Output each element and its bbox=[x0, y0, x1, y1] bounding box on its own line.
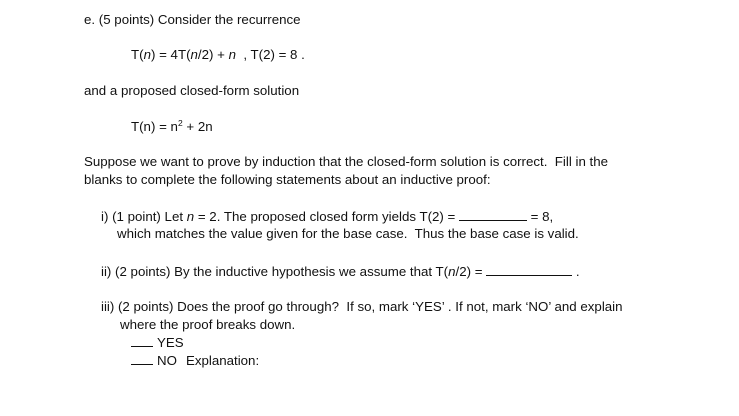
no-option bbox=[131, 352, 259, 369]
explanation-label: Explanation: bbox=[185, 353, 260, 368]
part-ii-answer-blank[interactable] bbox=[486, 263, 572, 276]
yes-mark-blank[interactable] bbox=[131, 334, 153, 347]
var-n: n bbox=[186, 209, 195, 224]
part-ii-text: /2) = bbox=[455, 264, 487, 279]
no-label: NO bbox=[157, 353, 177, 368]
part-i-line-1 bbox=[101, 208, 553, 225]
eq-part: + 2n bbox=[182, 119, 213, 134]
part-i-text: = 2. The proposed closed form yields T(2) = bbox=[194, 209, 459, 224]
yes-label: YES bbox=[157, 335, 184, 350]
part-ii-text: . bbox=[572, 264, 580, 279]
part-i-answer-blank[interactable] bbox=[459, 208, 527, 221]
eq-part: T( bbox=[131, 47, 144, 62]
closed-form-intro: and a proposed closed-form solution bbox=[84, 83, 300, 98]
part-iii-line-1: iii) (2 points) Does the proof go through? If so, mark ‘YES’ . If not, mark ‘NO’ and explain bbox=[101, 299, 623, 314]
instructions-line-2: blanks to complete the following statements about an inductive proof: bbox=[84, 172, 491, 187]
eq-part: T(n) = n bbox=[131, 119, 178, 134]
base-case: , T(2) = 8 . bbox=[235, 47, 305, 62]
part-i-text: i) (1 point) Let bbox=[101, 209, 187, 224]
instructions-line-1: Suppose we want to prove by induction that the closed-form solution is correct. Fill in the bbox=[84, 154, 609, 169]
var-n: n bbox=[228, 47, 236, 62]
yes-option bbox=[131, 334, 184, 351]
var-n: n bbox=[190, 47, 198, 62]
part-ii-line bbox=[101, 263, 580, 280]
var-n: n bbox=[143, 47, 151, 62]
part-ii-text: ii) (2 points) By the inductive hypothesis we assume that T( bbox=[101, 264, 449, 279]
part-iii-line-2: where the proof breaks down. bbox=[120, 317, 296, 332]
eq-part: ) = 4T( bbox=[150, 47, 191, 62]
eq-part: /2) + bbox=[197, 47, 229, 62]
recurrence-equation bbox=[131, 47, 305, 63]
part-i-line-2: which matches the value given for the base case. Thus the base case is valid. bbox=[117, 226, 579, 241]
problem-header: e. (5 points) Consider the recurrence bbox=[84, 12, 301, 27]
part-i-text: = 8, bbox=[526, 209, 554, 224]
exponent: 2 bbox=[177, 118, 183, 128]
no-mark-blank[interactable] bbox=[131, 352, 153, 365]
closed-form-equation bbox=[131, 119, 213, 135]
var-n: n bbox=[448, 264, 456, 279]
